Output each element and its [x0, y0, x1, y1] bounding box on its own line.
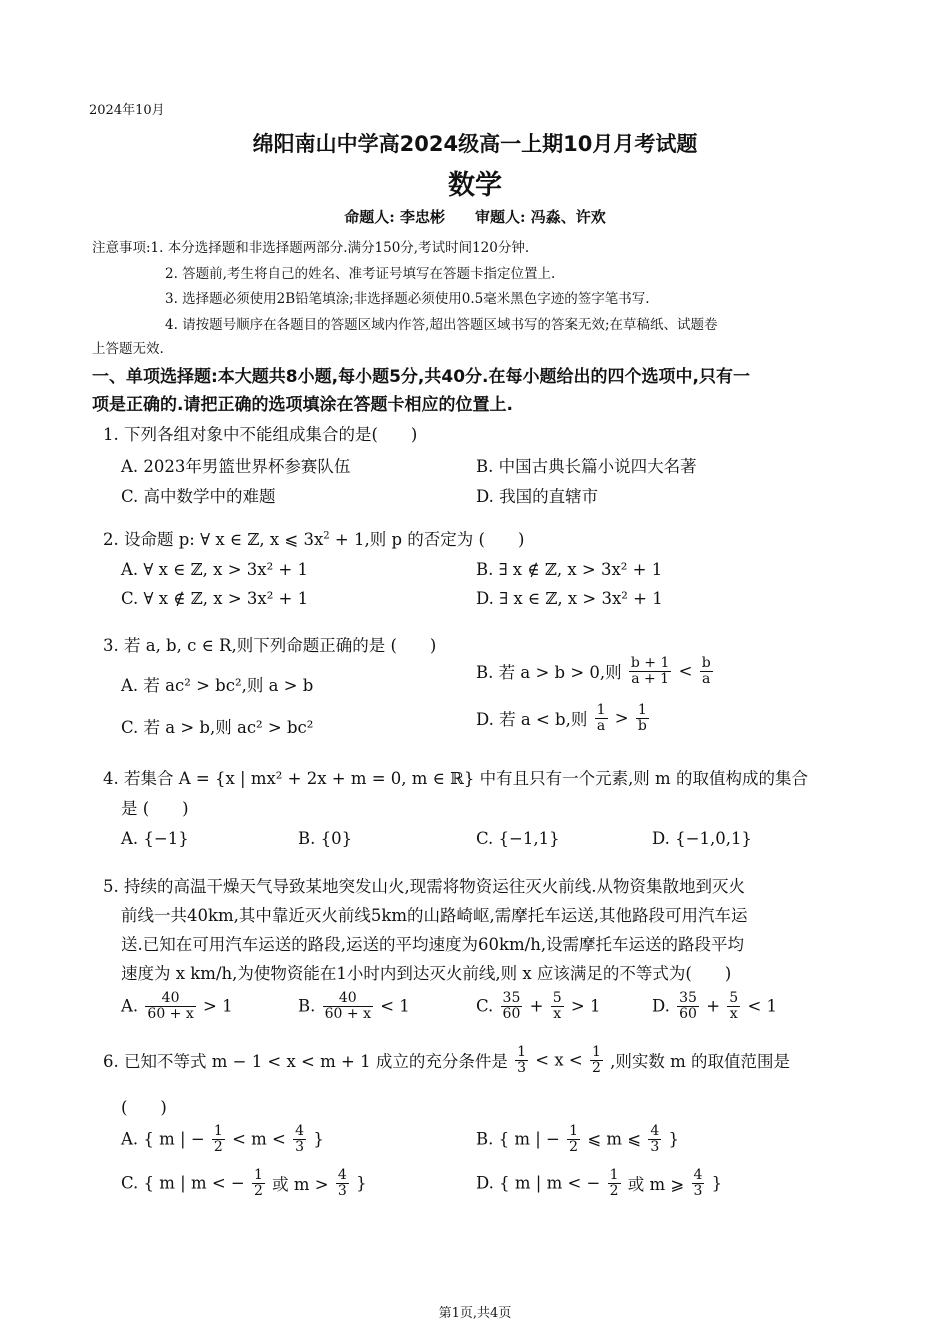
- q5-d-frac1: [677, 991, 699, 1021]
- q1-stem: 1. 下列各组对象中不能组成集合的是( ): [103, 425, 418, 444]
- q2-option-d: D. ∃ x ∈ ℤ, x > 3x² + 1: [476, 589, 663, 608]
- q2-option-a: A. ∀ x ∈ ℤ, x > 3x² + 1: [121, 560, 309, 579]
- q2-stem-b: p: ∀ x ∈ ℤ, x ⩽ 3x: [178, 530, 324, 549]
- q6-c-mid: 或 m >: [272, 1175, 329, 1195]
- exam-title: 绵阳南山中学高2024级高一上期10月月考试题: [252, 132, 698, 156]
- q4-option-b: B. {0}: [298, 829, 353, 848]
- q5-option-b: [298, 991, 410, 1021]
- q1-option-c: C. 高中数学中的难题: [121, 487, 276, 506]
- q6-b-frac1: [567, 1124, 580, 1154]
- q6-a-n1: 1: [213, 1123, 223, 1139]
- q5-a-den: 60 + x: [147, 1005, 194, 1022]
- q6-option-c: [121, 1168, 367, 1198]
- q3-b-den2: a: [702, 670, 711, 687]
- q6-c-n2: 4: [337, 1167, 347, 1183]
- q6-d-d2: 3: [693, 1182, 703, 1199]
- q5-d-plus: +: [706, 996, 721, 1016]
- q4-option-c: C. {−1,1}: [476, 829, 560, 848]
- q6-b-d2: 3: [650, 1138, 660, 1155]
- q6-f2n: 1: [591, 1044, 601, 1060]
- q5-b-den: 60 + x: [324, 1005, 371, 1022]
- q2-option-c: C. ∀ x ∉ ℤ, x > 3x² + 1: [121, 589, 309, 608]
- q2-option-b: B. ∃ x ∉ ℤ, x > 3x² + 1: [476, 560, 663, 579]
- q1-option-b: B. 中国古典长篇小说四大名著: [476, 457, 697, 476]
- q3-b-pre: B. 若 a > b > 0,则: [476, 663, 622, 683]
- q6-d-pre: D. { m | m < −: [476, 1173, 601, 1193]
- q6-a-frac2: [293, 1124, 306, 1154]
- q5-b-num: 40: [323, 991, 373, 1007]
- q6-option-d: [476, 1168, 722, 1198]
- q6-c-pre: C. { m | m < −: [121, 1173, 245, 1193]
- q6-d-frac1: [608, 1168, 621, 1198]
- q5-d-d2: x: [729, 1005, 738, 1022]
- q6-frac1: [515, 1045, 528, 1075]
- q5-d-post: < 1: [747, 996, 778, 1016]
- q4-stem-line1: 4. 若集合 A = {x | mx² + 2x + m = 0, m ∈ ℝ} 中有且只有一个元素,则 m 的取值构成的集合: [103, 769, 808, 788]
- q5-a-num: 40: [145, 991, 195, 1007]
- q6-option-a: [121, 1124, 324, 1154]
- q5-d-n2: 5: [729, 990, 739, 1006]
- q5-stem-line1: 5. 持续的高温干燥天气导致某地突发山火,现需将物资运往灭火前线.从物资集散地到灭火: [103, 877, 745, 896]
- q6-option-b: [476, 1124, 679, 1154]
- q6-c-post: }: [356, 1173, 367, 1193]
- q5-option-c: [476, 991, 600, 1021]
- q6-d-d1: 2: [609, 1182, 619, 1199]
- q3-b-mid: <: [678, 661, 693, 681]
- q6-b-n2: 4: [650, 1123, 660, 1139]
- q3-d-mid: >: [614, 708, 629, 728]
- q6-d-mid: 或 m ⩾: [627, 1175, 685, 1195]
- q5-option-d: [652, 991, 777, 1021]
- q3-d-frac2: [636, 703, 649, 733]
- q5-d-n1: 35: [679, 990, 697, 1006]
- q5-d-pre: D.: [652, 996, 670, 1016]
- q5-c-pre: C.: [476, 996, 494, 1016]
- q6-stem-a: 6. 已知不等式 m − 1 < x < m + 1 成立的充分条件是: [103, 1052, 508, 1072]
- note-3: 3. 选择题必须使用2B铅笔填涂;非选择题必须使用0.5毫米黑色字迹的签字笔书写.: [165, 291, 650, 307]
- q5-a-post: > 1: [203, 996, 233, 1016]
- q3-b-den1: a + 1: [631, 670, 670, 687]
- q5-b-frac: [323, 991, 373, 1021]
- q3-b-frac2: [700, 656, 713, 686]
- q6-b-pre: B. { m | −: [476, 1129, 560, 1149]
- q6-b-frac2: [648, 1124, 661, 1154]
- q1-option-d: D. 我国的直辖市: [476, 487, 599, 506]
- q3-b-num2: b: [701, 655, 711, 671]
- q6-a-d2: 3: [295, 1138, 305, 1155]
- note-2: 2. 答题前,考生将自己的姓名、准考证号填写在答题卡指定位置上.: [165, 266, 556, 282]
- q2-stem-sup: 2: [323, 530, 330, 542]
- q6-c-frac1: [252, 1168, 265, 1198]
- q1-option-a: A. 2023年男篮世界杯参赛队伍: [121, 457, 351, 476]
- q5-c-frac1: [501, 991, 523, 1021]
- q3-stem: 3. 若 a, b, c ∈ R,则下列命题正确的是 ( ): [103, 636, 437, 655]
- q3-b-num1: b + 1: [630, 655, 670, 671]
- q6-f2d: 2: [591, 1059, 601, 1076]
- q5-b-post: < 1: [380, 996, 410, 1016]
- q6-a-n2: 4: [295, 1123, 305, 1139]
- q6-b-post: }: [668, 1129, 680, 1149]
- q6-d-n2: 4: [693, 1167, 703, 1183]
- q5-stem-line2: 前线一共40km,其中靠近灭火前线5km的山路崎岖,需摩托车运送,其他路段可用汽车运: [121, 906, 748, 925]
- q2-stem-c: + 1: [329, 530, 365, 549]
- q5-c-d1: 60: [502, 1005, 521, 1022]
- q5-c-n1: 35: [502, 990, 521, 1006]
- q3-option-a: A. 若 ac² > bc²,则 a > b: [121, 676, 314, 695]
- q6-f1n: 1: [517, 1044, 527, 1060]
- q3-d-den2: b: [637, 717, 647, 734]
- q6-b-n1: 1: [569, 1123, 579, 1139]
- q6-c-d1: 2: [254, 1182, 263, 1199]
- q6-stem-b: ,则实数 m 的取值范围是: [610, 1052, 791, 1072]
- q5-c-plus: +: [529, 996, 544, 1016]
- q6-stem-line2: ( ): [121, 1098, 167, 1117]
- q6-c-frac2: [336, 1168, 349, 1198]
- q5-a-frac: [145, 991, 195, 1021]
- q3-d-num2: 1: [636, 703, 649, 719]
- q3-d-den1: a: [596, 717, 606, 734]
- q6-a-d1: 2: [213, 1138, 223, 1155]
- q6-d-post: }: [711, 1173, 723, 1193]
- exam-subject: 数学: [448, 170, 502, 201]
- note-1: 注意事项:1. 本分选择题和非选择题两部分.满分150分,考试时间120分钟.: [92, 240, 530, 256]
- q2-stem-a: 2. 设命题: [103, 530, 174, 549]
- q6-b-d1: 2: [569, 1138, 579, 1155]
- q5-stem-line4: 速度为 x km/h,为使物资能在1小时内到达灭火前线,则 x 应该满足的不等式为( ): [121, 964, 732, 983]
- q6-lt1: < x <: [535, 1050, 583, 1070]
- q3-d-frac1: [595, 703, 608, 733]
- q6-d-n1: 1: [609, 1167, 619, 1183]
- q5-stem-line3: 送.已知在可用汽车运送的路段,运送的平均速度为60km/h,设需摩托车运送的路段平均: [121, 935, 745, 954]
- q6-a-pre: A. { m | −: [121, 1129, 205, 1149]
- q3-option-b: [476, 656, 715, 686]
- q6-d-frac2: [692, 1168, 705, 1198]
- page-footer: 第1页,共4页: [438, 1306, 512, 1321]
- section-heading-line1: 一、单项选择题:本大题共8小题,每小题5分,共40分.在每小题给出的四个选项中,只有一: [92, 367, 750, 387]
- q3-d-pre: D. 若 a < b,则: [476, 710, 588, 730]
- q6-a-post: }: [313, 1129, 324, 1149]
- exam-authors: 命题人: 李忠彬 审题人: 冯淼、许欢: [344, 208, 606, 226]
- q5-d-d1: 60: [679, 1005, 697, 1022]
- note-4: 4. 请按题号顺序在各题目的答题区域内作答,超出答题区域书写的答案无效;在草稿纸、试题卷: [165, 317, 718, 333]
- q6-b-mid: ⩽ m ⩽: [587, 1129, 642, 1149]
- q6-a-mid: < m <: [232, 1129, 286, 1149]
- q3-b-frac1: [629, 656, 672, 686]
- exam-date: 2024年10月: [89, 103, 165, 118]
- q6-stem-line1: [103, 1045, 790, 1075]
- section-heading-line2: 项是正确的.请把正确的选项填涂在答题卡相应的位置上.: [92, 395, 513, 415]
- q6-a-frac1: [212, 1124, 225, 1154]
- q6-c-n1: 1: [254, 1167, 263, 1183]
- q3-option-d: [476, 703, 651, 733]
- q4-stem-line2: 是 ( ): [121, 799, 189, 818]
- q5-option-a: [121, 991, 233, 1021]
- note-4-cont: 上答题无效.: [92, 341, 164, 357]
- q5-c-frac2: [551, 991, 564, 1021]
- q5-b-pre: B.: [298, 996, 316, 1016]
- q5-c-post: > 1: [570, 996, 601, 1016]
- q5-c-n2: 5: [552, 990, 562, 1006]
- q5-d-frac2: [727, 991, 740, 1021]
- q4-option-a: A. {−1}: [121, 829, 189, 848]
- q3-option-c: C. 若 a > b,则 ac² > bc²: [121, 718, 314, 737]
- q2-stem: [103, 526, 524, 550]
- q5-c-d2: x: [553, 1005, 562, 1022]
- q6-f1d: 3: [517, 1059, 527, 1076]
- q3-d-num1: 1: [596, 702, 606, 718]
- q6-c-d2: 3: [337, 1182, 347, 1199]
- q6-frac2: [590, 1045, 603, 1075]
- q4-option-d: D. {−1,0,1}: [652, 829, 752, 848]
- q5-a-pre: A.: [121, 996, 139, 1016]
- q2-stem-d: ,则 p 的否定为 ( ): [364, 530, 525, 549]
